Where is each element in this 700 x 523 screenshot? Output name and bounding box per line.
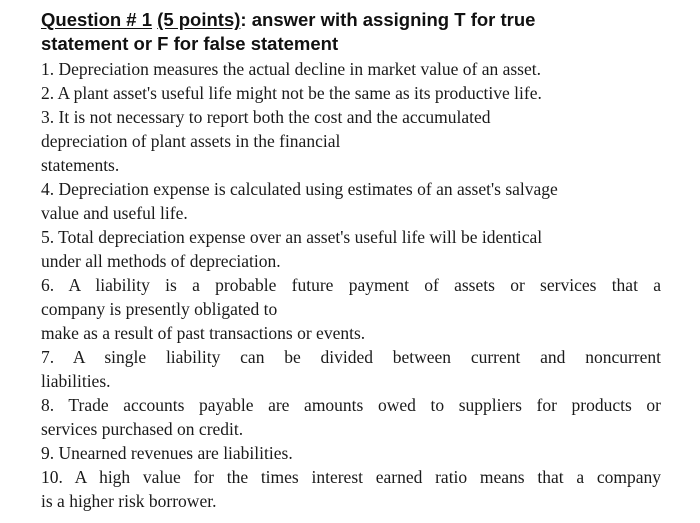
statement-line: statements. xyxy=(41,155,120,175)
statements-list xyxy=(41,57,661,513)
statement-line: liabilities. xyxy=(41,371,111,391)
question-label: Question # 1 xyxy=(41,9,153,30)
statement-line: 9. Unearned revenues are liabilities. xyxy=(41,443,293,463)
statement-line: make as a result of past transactions or events. xyxy=(41,323,366,343)
question-instruction-1: answer with assigning T for true xyxy=(246,9,536,30)
statement-line: company is presently obligated to xyxy=(41,299,278,319)
statement-line: 7. A single liability can be divided between current and noncurrent xyxy=(41,347,661,367)
question-colon: : xyxy=(240,9,247,30)
statement-line: 6. A liability is a probable future payment of assets or services that a xyxy=(41,275,661,295)
statement-line: 10. A high value for the times interest earned ratio means that a company xyxy=(41,467,661,487)
statement-line: value and useful life. xyxy=(41,203,188,223)
statement-line: under all methods of depreciation. xyxy=(41,251,281,271)
statement-line: 5. Total depreciation expense over an asset's useful life will be identical xyxy=(41,227,543,247)
statement-line: 4. Depreciation expense is calculated using estimates of an asset's salvage xyxy=(41,179,558,199)
question-heading-line-1 xyxy=(41,8,681,32)
statement-line: is a higher risk borrower. xyxy=(41,491,217,511)
statement-line: 2. A plant asset's useful life might not be the same as its productive life. xyxy=(41,83,542,103)
question-instruction-2: statement or F for false statement xyxy=(41,33,339,54)
statement-line: 3. It is not necessary to report both the cost and the accumulated xyxy=(41,107,491,127)
statement-line: 1. Depreciation measures the actual decline in market value of an asset. xyxy=(41,59,541,79)
statement-line: 8. Trade accounts payable are amounts owed to suppliers for products or xyxy=(41,395,661,415)
question-points: (5 points) xyxy=(157,9,241,30)
question-heading xyxy=(41,8,681,56)
statement-line: services purchased on credit. xyxy=(41,419,244,439)
statement-line: depreciation of plant assets in the financial xyxy=(41,131,341,151)
